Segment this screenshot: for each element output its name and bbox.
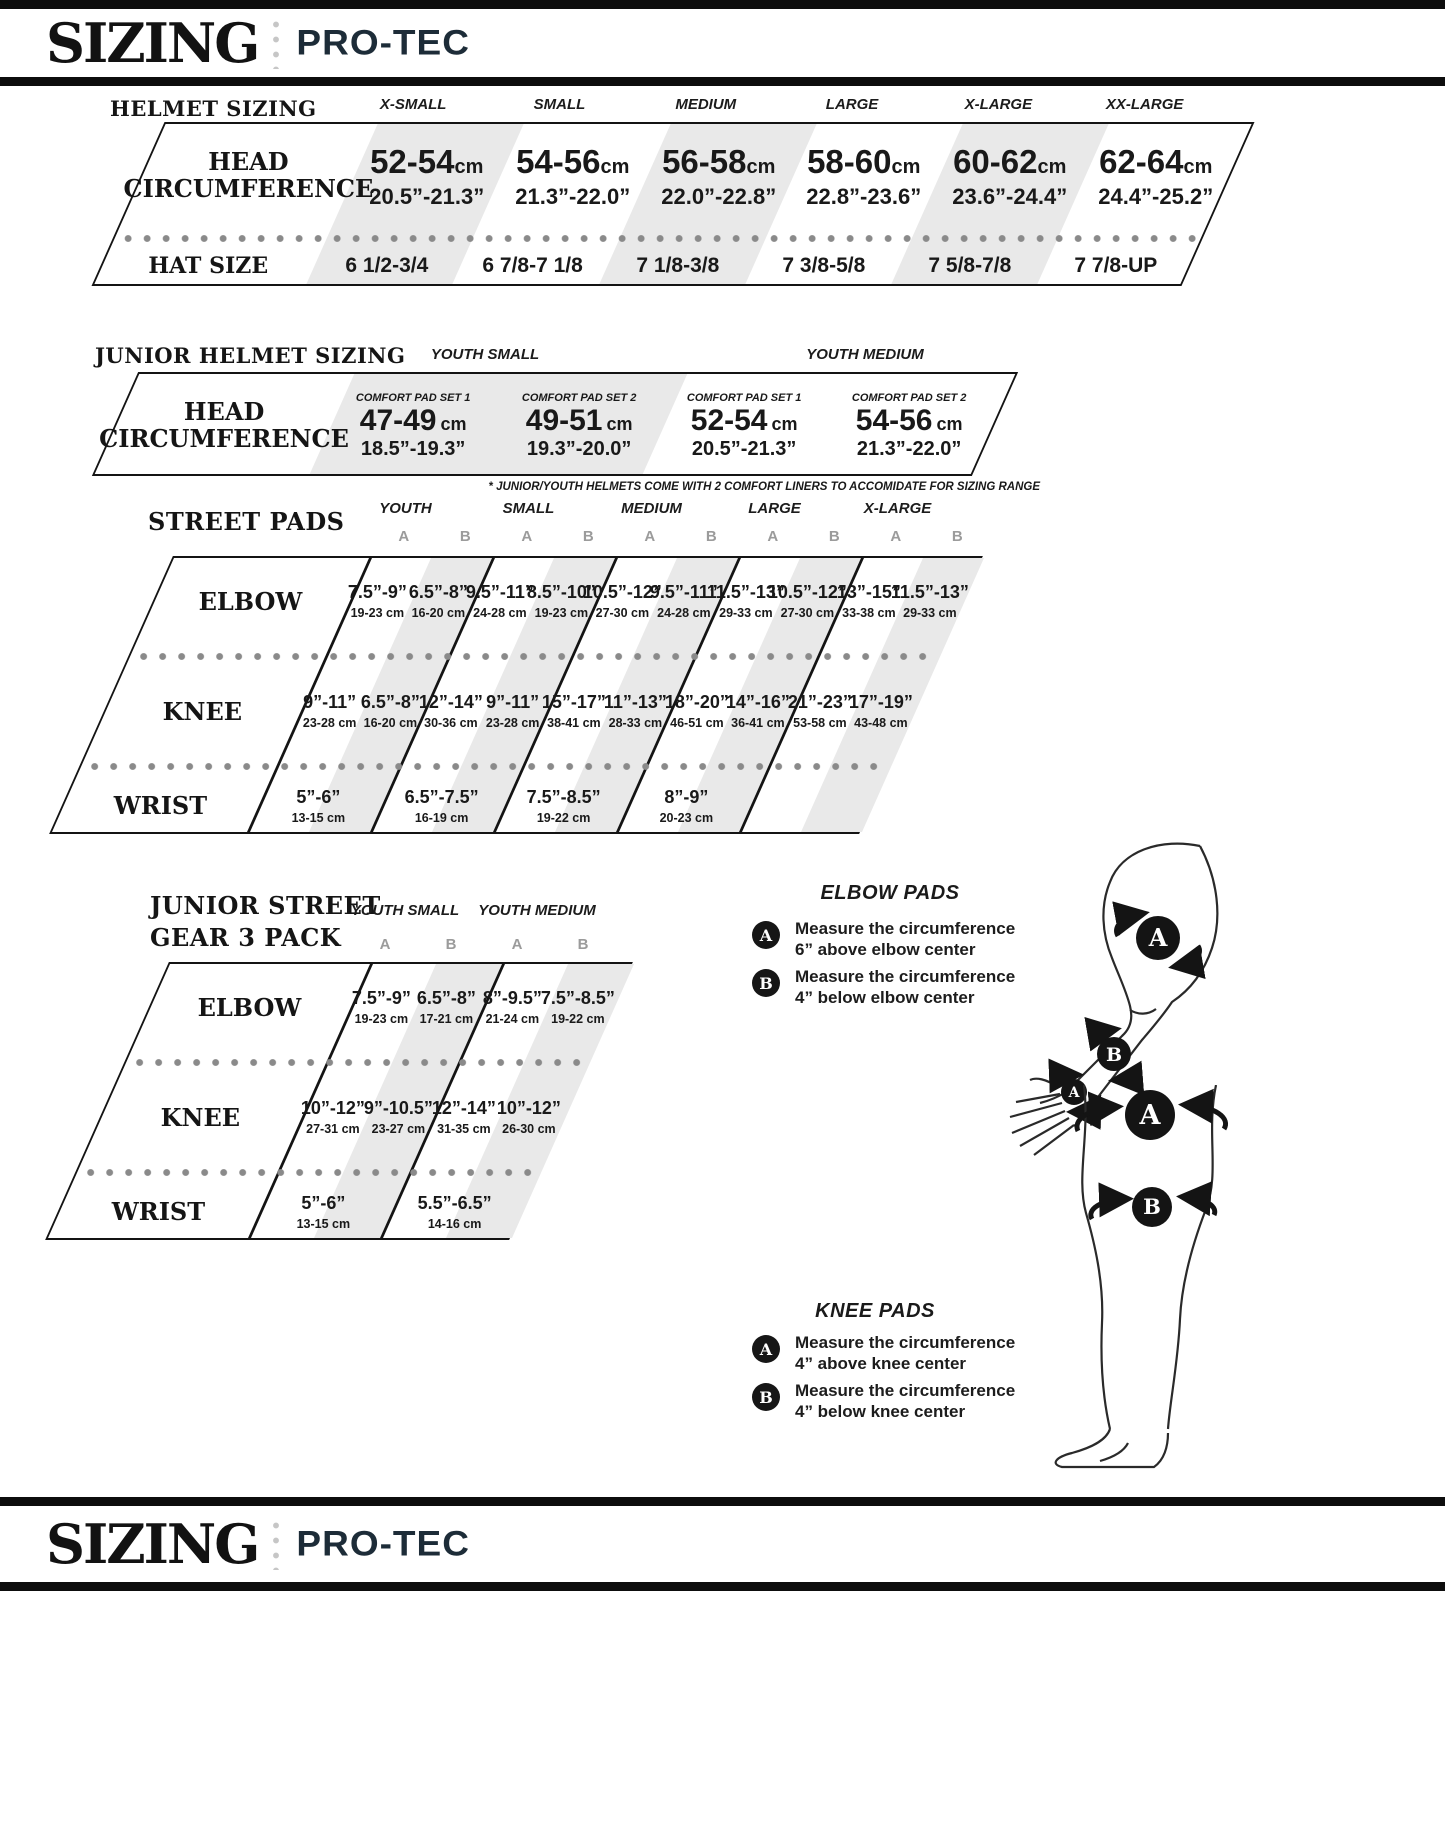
- instruction-line2: 4” below knee center: [795, 1402, 966, 1422]
- pad-cell: [780, 692, 858, 730]
- hat-cell: [600, 254, 756, 278]
- inch-value: 5”-6”: [297, 786, 342, 807]
- header-spacer: [149, 500, 344, 517]
- cm-value: 33-38 cm: [841, 606, 896, 620]
- cm-value: 46-51 cm: [669, 716, 724, 730]
- row-label-line1: HEAD: [183, 397, 264, 427]
- comfort-set-label: COMFORT PAD SET 1: [686, 391, 802, 404]
- wrist-row: [52, 778, 882, 833]
- inch-value: 12”-14”: [431, 1098, 496, 1118]
- bottom-black-bar-2: [0, 1582, 1445, 1591]
- pad-cell-span: [494, 787, 633, 825]
- elbow-instruction-a: [795, 918, 1015, 961]
- instruction-line1: Measure the circumference: [795, 1333, 1016, 1352]
- sizing-title: SIZING: [46, 1512, 259, 1576]
- marker-a-badge: A: [752, 1335, 780, 1363]
- row-label-line2: CIRCUMFERENCE: [123, 174, 374, 203]
- hat-cell: [454, 254, 610, 278]
- size-header: X-LARGE: [863, 500, 932, 517]
- pad-cell: [891, 582, 969, 620]
- head-circumference-row: [119, 124, 1251, 228]
- inch-value: 7.5”-8.5”: [540, 988, 615, 1008]
- cm-value: 54-56: [856, 403, 933, 437]
- cm-value: 56-58: [661, 142, 747, 180]
- junior-size-header-row: [139, 902, 603, 919]
- instruction-line2: 4” above knee center: [795, 1354, 967, 1374]
- knee-row: [87, 668, 931, 754]
- pad-cell: [291, 1098, 373, 1136]
- inch-value: 22.0”-22.8”: [661, 183, 777, 209]
- size-header: MEDIUM: [621, 500, 682, 517]
- row-label-cell: [144, 993, 355, 1022]
- cm-value: 54-56: [516, 142, 601, 180]
- inch-value: 15”-17”: [541, 692, 606, 712]
- helmet-sizing-title: HELMET SIZING: [110, 96, 317, 121]
- inch-value: 12”-14”: [419, 692, 484, 712]
- dotted-separator-row: [121, 1050, 592, 1074]
- elbow-pads-title: ELBOW PADS: [820, 882, 960, 904]
- cm-value: 27-31 cm: [305, 1122, 360, 1136]
- inch-value: 24.4”-25.2”: [1098, 183, 1214, 209]
- knee-row: [83, 1074, 581, 1160]
- hat-value: 7 7/8-UP: [1074, 253, 1158, 277]
- sub-b-header: B: [577, 936, 589, 953]
- row-label: WRIST: [114, 791, 208, 820]
- hat-cell: [309, 254, 465, 278]
- comfort-set-label: COMFORT PAD SET 2: [852, 391, 967, 404]
- pad-cell: [596, 692, 674, 730]
- top-header-band: [0, 9, 1445, 77]
- marker-a-badge: A: [752, 921, 780, 949]
- sub-a-header: A: [644, 528, 656, 545]
- inch-value: 20.5”-21.3”: [369, 183, 485, 209]
- header-spacer: [139, 902, 339, 919]
- cm-value: 19-23 cm: [350, 606, 405, 620]
- pad-cell: [719, 692, 797, 730]
- elbow-row: [136, 558, 980, 644]
- knee-pads-title: KNEE PADS: [815, 1300, 935, 1322]
- sub-b-header: B: [582, 528, 594, 545]
- inch-value: 23.6”-24.4”: [952, 183, 1068, 209]
- hat-value: 7 1/8-3/8: [636, 253, 720, 277]
- cm-unit: cm: [936, 413, 963, 434]
- junior-street-title-line2: GEAR 3 PACK: [150, 923, 342, 953]
- leg-measure-illustration: [1040, 1085, 1270, 1480]
- elbow-instruction-b: [795, 966, 1015, 1009]
- marker-b-badge: B: [752, 969, 780, 997]
- cm-unit: cm: [455, 155, 484, 178]
- cm-value: 43-48 cm: [854, 716, 908, 730]
- instruction-line2: 6” above elbow center: [795, 940, 976, 960]
- hat-value: 7 5/8-7/8: [928, 253, 1012, 277]
- size-header: YOUTH SMALL: [350, 902, 460, 919]
- row-label-cell: [57, 791, 264, 820]
- junior-ab-header-row: [152, 936, 616, 953]
- marker-wrist-a-letter: A: [1068, 1085, 1080, 1101]
- street-ab-header-row: [178, 528, 988, 545]
- row-label-cell: [123, 147, 374, 203]
- inch-value: 7.5”-9”: [348, 582, 408, 602]
- knee-instruction-b: [795, 1380, 1015, 1423]
- inch-value: 13”-15”: [836, 582, 901, 602]
- sub-b-header: B: [459, 528, 471, 545]
- inch-value: 6.5”-8”: [360, 692, 420, 712]
- cm-value: 19-22 cm: [537, 810, 591, 825]
- sub-b-header: B: [445, 936, 457, 953]
- pad-cell-span: [372, 787, 511, 825]
- header-spacer: [178, 528, 373, 545]
- hat-value: 7 3/8-5/8: [782, 253, 866, 277]
- row-label: WRIST: [112, 1197, 206, 1226]
- size-header: SMALL: [533, 96, 586, 113]
- dotted-separator-row: [76, 754, 893, 778]
- cm-value: 38-41 cm: [546, 716, 601, 730]
- inch-value: 20.5”-21.3”: [691, 437, 797, 460]
- pad-cell: [768, 582, 846, 620]
- cm-value: 52-54: [690, 403, 768, 437]
- helmet-cell: [1068, 143, 1244, 210]
- sub-a-header: A: [767, 528, 779, 545]
- inch-value: 11.5”-13”: [891, 582, 970, 602]
- leg-markers: [1125, 1090, 1175, 1227]
- protec-logo: PRO-TEC: [296, 23, 470, 62]
- cm-value: 60-62: [953, 142, 1038, 180]
- instruction-line2: 4” below elbow center: [795, 988, 975, 1008]
- street-size-header-row: [149, 500, 959, 517]
- pad-cell: [412, 692, 490, 730]
- cm-value: 24-28 cm: [472, 606, 527, 620]
- inch-value: 17”-19”: [849, 692, 914, 712]
- junior-street-table: [45, 962, 633, 1240]
- row-label-cell: [98, 397, 349, 453]
- dotted-divider-icon: [272, 17, 280, 69]
- row-label-cell: [53, 1197, 264, 1226]
- inch-value: 14”-16”: [726, 692, 791, 712]
- cm-value: 30-36 cm: [424, 716, 479, 730]
- sub-b-header: B: [705, 528, 717, 545]
- inch-value: 10”-12”: [300, 1098, 365, 1118]
- cm-unit: cm: [606, 413, 633, 434]
- inch-value: 8”-9.5”: [482, 988, 542, 1008]
- junior-helmet-table: [92, 372, 1018, 476]
- cm-value: 13-15 cm: [296, 1216, 351, 1231]
- inch-value: 8.5”-10”: [526, 582, 596, 602]
- pad-cell-span: [617, 787, 756, 825]
- hat-value: 6 7/8-7 1/8: [482, 253, 583, 277]
- hat-cell: [1038, 254, 1194, 278]
- dotted-divider: [115, 234, 1201, 243]
- pad-cell: [488, 1098, 570, 1136]
- cm-value: 58-60: [807, 142, 893, 180]
- marker-b-badge: B: [752, 1383, 780, 1411]
- sub-a-header: A: [521, 528, 533, 545]
- pad-cell-span: [250, 1193, 398, 1231]
- inch-value: 11”-13”: [603, 692, 667, 712]
- cm-value: 20-23 cm: [659, 810, 713, 825]
- cm-value: 52-54: [370, 142, 456, 180]
- hat-size-label: HAT SIZE: [148, 252, 269, 279]
- inch-value: 21.3”-22.0”: [857, 437, 962, 460]
- inch-value: 10”-12”: [497, 1098, 562, 1118]
- pad-cell: [340, 988, 422, 1026]
- dotted-divider: [81, 762, 887, 771]
- cm-value: 17-21 cm: [420, 1012, 474, 1026]
- inch-value: 18.5”-19.3”: [361, 437, 466, 460]
- cm-value: 31-35 cm: [437, 1122, 491, 1136]
- marker-a-letter: A: [1139, 1100, 1161, 1131]
- pad-cell: [357, 1098, 440, 1136]
- cm-value: 16-19 cm: [414, 810, 469, 825]
- inch-value: 9”-10.5”: [363, 1098, 433, 1118]
- cm-value: 26-30 cm: [502, 1122, 556, 1136]
- top-black-bar: [0, 0, 1445, 9]
- dotted-separator-row: [72, 1160, 543, 1184]
- inch-value: 21”-23”: [787, 692, 852, 712]
- pad-cell: [536, 988, 619, 1026]
- dotted-divider-icon: [272, 1518, 280, 1570]
- cm-value: 14-16 cm: [427, 1216, 482, 1231]
- cm-value: 16-20 cm: [411, 606, 466, 620]
- inch-value: 9”-11”: [302, 692, 356, 712]
- inch-value: 5.5”-6.5”: [417, 1192, 492, 1213]
- inch-value: 18”-20”: [664, 692, 729, 712]
- size-header: X-SMALL: [379, 96, 447, 113]
- cm-value: 27-30 cm: [780, 606, 834, 620]
- row-label: ELBOW: [199, 586, 304, 616]
- size-header: YOUTH MEDIUM: [478, 902, 596, 919]
- cm-unit: cm: [1037, 155, 1067, 178]
- instruction-line1: Measure the circumference: [795, 967, 1016, 986]
- cm-value: 21-24 cm: [485, 1012, 539, 1026]
- cm-value: 19-22 cm: [551, 1012, 605, 1026]
- row-label: ELBOW: [197, 992, 302, 1022]
- cm-unit: cm: [771, 413, 798, 434]
- top-black-bar-2: [0, 77, 1445, 86]
- pad-cell: [657, 692, 735, 730]
- junior-helmet-cell: [646, 392, 842, 461]
- elbow-row: [132, 964, 630, 1050]
- cm-value: 36-41 cm: [731, 716, 785, 730]
- row-label-line2: CIRCUMFERENCE: [98, 424, 349, 453]
- cm-value: 19-23 cm: [354, 1012, 409, 1026]
- pad-cell: [842, 692, 920, 730]
- hat-cell: [892, 254, 1048, 278]
- pad-cell: [351, 692, 429, 730]
- inch-value: 9.5”-11”: [650, 582, 719, 602]
- dotted-divider: [126, 1058, 586, 1067]
- size-header: SMALL: [502, 500, 555, 517]
- marker-b-letter: B: [1105, 1044, 1123, 1066]
- marker-a-letter: A: [1148, 923, 1168, 952]
- sub-b-header: B: [951, 528, 963, 545]
- helmet-sizing-table: [91, 122, 1254, 286]
- inch-value: 7.5”-8.5”: [526, 786, 601, 807]
- header-spacer: [152, 936, 352, 953]
- bottom-header-band: [0, 1506, 1445, 1582]
- leg-outline: [1056, 1085, 1216, 1467]
- junior-helmet-cell: [811, 392, 1007, 461]
- row-label: KNEE: [162, 696, 243, 726]
- sub-a-header: A: [398, 528, 410, 545]
- row-label-cell: [97, 253, 320, 279]
- size-header: LARGE: [825, 96, 879, 113]
- inch-value: 7.5”-9”: [351, 988, 412, 1008]
- inch-value: 9.5”-11”: [465, 582, 534, 602]
- instruction-line1: Measure the circumference: [795, 1381, 1016, 1400]
- comfort-set-label: COMFORT PAD SET 2: [521, 391, 637, 404]
- pad-cell: [406, 988, 488, 1026]
- cm-value: 62-64: [1098, 142, 1184, 180]
- row-label-cell: [148, 587, 353, 616]
- street-pads-title: STREET PADS: [148, 507, 345, 536]
- pad-cell: [339, 582, 417, 620]
- hat-value: 6 1/2-3/4: [345, 253, 429, 277]
- size-header: YOUTH: [379, 500, 432, 517]
- size-header: X-LARGE: [964, 96, 1033, 113]
- row-label-cell: [95, 1103, 306, 1132]
- row-label-line1: HEAD: [208, 147, 289, 177]
- junior-helmet-title: JUNIOR HELMET SIZING: [95, 343, 406, 368]
- dotted-divider: [77, 1168, 537, 1177]
- cm-unit: cm: [441, 413, 468, 434]
- cm-value: 13-15 cm: [292, 810, 346, 825]
- cm-value: 24-28 cm: [657, 606, 711, 620]
- cm-unit: cm: [746, 155, 776, 178]
- cm-value: 23-27 cm: [371, 1122, 425, 1136]
- cm-unit: cm: [600, 155, 630, 178]
- inch-value: 6.5”-8”: [408, 582, 468, 602]
- row-label-cell: [99, 697, 305, 726]
- group-header-youth-small: YOUTH SMALL: [430, 346, 540, 363]
- pad-cell-span: [380, 1193, 528, 1231]
- sub-a-header: A: [511, 936, 523, 953]
- inch-value: 9”-11”: [485, 692, 539, 712]
- inch-value: 21.3”-22.0”: [515, 183, 631, 209]
- bottom-black-bar: [0, 1497, 1445, 1506]
- pad-cell: [534, 692, 612, 730]
- hat-cell: [746, 254, 902, 278]
- cm-value: 23-28 cm: [302, 716, 357, 730]
- junior-helmet-footnote: * JUNIOR/YOUTH HELMETS COME WITH 2 COMFORT LINERS TO ACCOMIDATE FOR SIZING RANGE: [488, 481, 1040, 493]
- knee-instruction-a: [795, 1332, 1015, 1375]
- sub-a-header: A: [890, 528, 902, 545]
- cm-value: 16-20 cm: [363, 716, 417, 730]
- hat-size-row: [95, 248, 1197, 283]
- size-header: XX-LARGE: [1105, 96, 1184, 113]
- junior-street-title-line1: JUNIOR STREET: [150, 891, 381, 920]
- inch-value: 6.5”-8”: [417, 988, 477, 1008]
- junior-helmet-cell: [481, 392, 677, 461]
- inch-value: 10.5”-12”: [767, 582, 847, 602]
- inch-value: 5”-6”: [301, 1192, 346, 1213]
- row-label: KNEE: [161, 1102, 241, 1132]
- inch-value: 6.5”-7.5”: [404, 786, 479, 807]
- cm-value: 28-33 cm: [608, 716, 662, 730]
- pad-cell-span: [747, 804, 871, 807]
- wrist-row: [48, 1184, 532, 1239]
- header-spacer: [128, 96, 340, 113]
- cm-value: 23-28 cm: [485, 716, 540, 730]
- pad-cell-span: [249, 787, 388, 825]
- inch-value: 19.3”-20.0”: [526, 437, 632, 460]
- dotted-divider: [130, 652, 936, 661]
- comfort-set-label: COMFORT PAD SET 1: [356, 391, 471, 404]
- cm-value: 53-58 cm: [792, 716, 847, 730]
- marker-b-letter: B: [1143, 1194, 1161, 1219]
- dotted-separator-row: [125, 644, 942, 668]
- inch-value: 8”-9”: [664, 786, 709, 807]
- cm-unit: cm: [1183, 155, 1213, 178]
- pad-cell: [423, 1098, 505, 1136]
- size-header: LARGE: [748, 500, 801, 517]
- cm-value: 27-30 cm: [595, 606, 650, 620]
- inch-value: 11.5”-13”: [706, 582, 785, 602]
- cm-value: 29-33 cm: [718, 606, 773, 620]
- inch-value: 10.5”-12”: [583, 582, 663, 602]
- cm-unit: cm: [892, 155, 921, 178]
- sub-a-header: A: [379, 936, 391, 953]
- sizing-title: SIZING: [46, 11, 259, 75]
- cm-value: 19-23 cm: [534, 606, 588, 620]
- dotted-separator-row: [110, 228, 1205, 248]
- arm-markers: [1061, 916, 1180, 1105]
- street-pads-table: [49, 556, 983, 834]
- cm-value: 29-33 cm: [903, 606, 957, 620]
- helmet-size-header-row: [128, 96, 1218, 113]
- inch-value: 22.8”-23.6”: [806, 183, 922, 209]
- instruction-line1: Measure the circumference: [795, 919, 1016, 938]
- junior-head-row: [93, 374, 1015, 478]
- cm-value: 49-51: [525, 403, 603, 437]
- size-header: MEDIUM: [675, 96, 737, 113]
- protec-logo: PRO-TEC: [296, 1524, 470, 1563]
- group-header-youth-medium: YOUTH MEDIUM: [806, 346, 924, 363]
- sub-b-header: B: [828, 528, 840, 545]
- cm-value: 47-49: [360, 403, 438, 437]
